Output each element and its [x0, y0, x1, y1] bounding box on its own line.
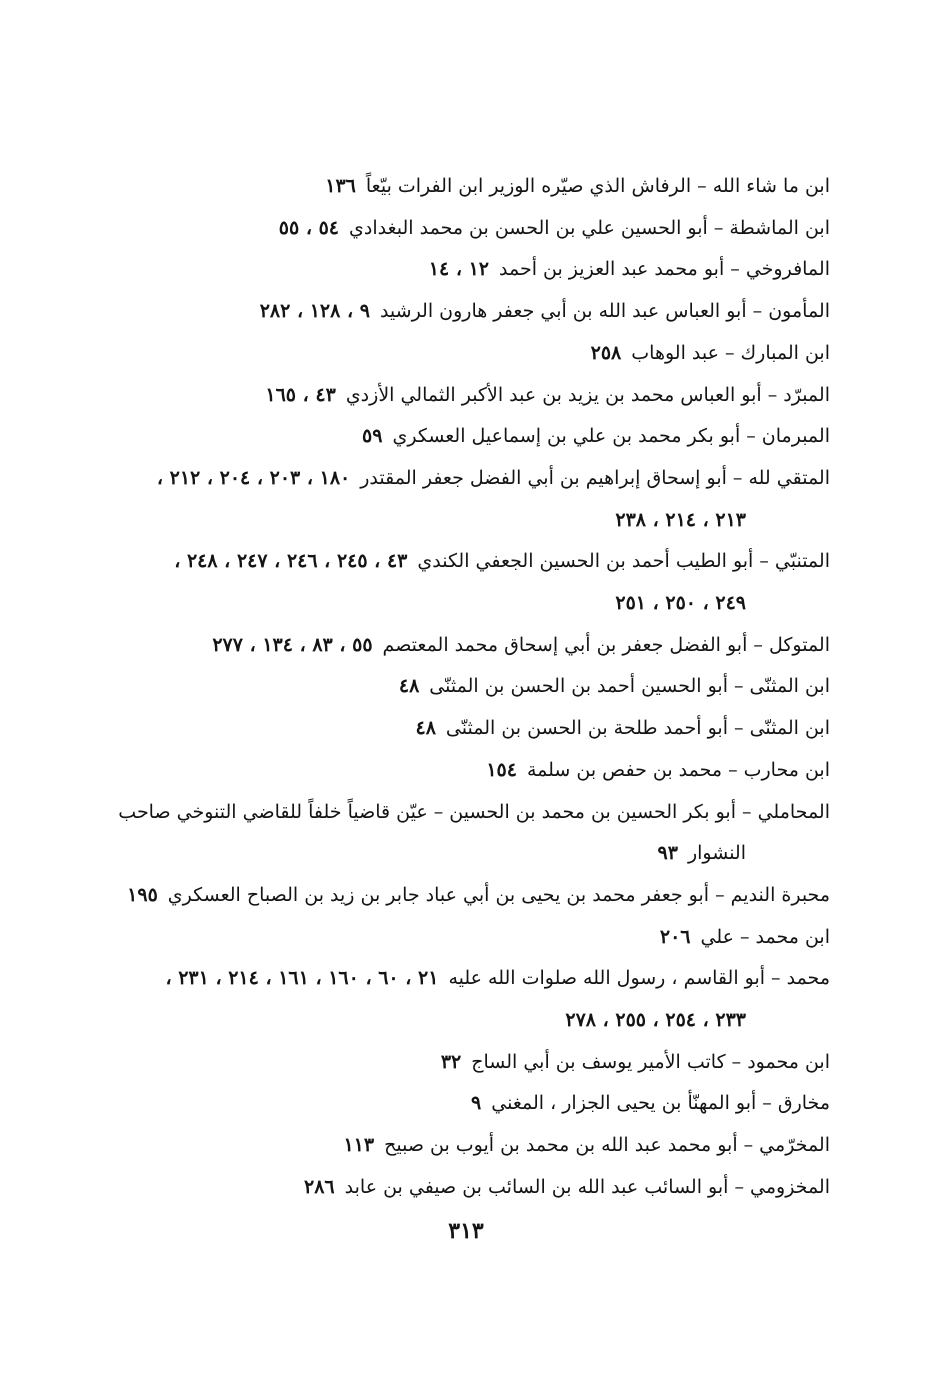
entry-text: محبرة النديم – أبو جعفر محمد بن يحيى بن أبي عباد جابر بن زيد بن الصباح العسكري	[167, 883, 830, 906]
index-entry	[140, 1125, 830, 1167]
index-entry	[140, 249, 830, 291]
entry-page-refs: ٢١ ، ٦٠ ، ١٦٠ ، ١٦١ ، ٢١٤ ، ٢٣١ ،	[165, 967, 439, 990]
entry-page-refs: ٤٣ ، ٢٤٥ ، ٢٤٦ ، ٢٤٧ ، ٢٤٨ ،	[174, 550, 408, 573]
entry-page-refs: ٣٢	[440, 1050, 462, 1073]
entry-text: ابن محمود – كاتب الأمير يوسف بن أبي الساج	[471, 1050, 830, 1073]
index-entry-continuation	[140, 1000, 830, 1042]
entry-text: مخارق – أبو المهنّأ بن يحيى الجزار ، المغني	[491, 1092, 830, 1115]
index-entry	[140, 666, 830, 708]
entry-text: المحاملي – أبو بكر الحسين بن محمد بن الحسين – عيّن قاضياً خلفاً للقاضي التنوخي صاحب	[118, 800, 830, 823]
entry-page-refs: ٤٨	[415, 717, 436, 740]
entry-page-refs: ٩٣	[657, 842, 678, 865]
entry-page-refs: ١٣٦	[325, 175, 356, 197]
entry-page-refs: ٤٣ ، ١٦٥	[265, 383, 336, 406]
entry-text: ابن المثنّى – أبو أحمد طلحة بن الحسن بن المثنّى	[445, 717, 830, 740]
index-entry	[140, 375, 830, 417]
entry-text: المتنبّي – أبو الطيب أحمد بن الحسين الجعفي الكندي	[417, 550, 830, 573]
entry-page-refs: ٩ ، ١٢٨ ، ٢٨٢	[259, 300, 370, 323]
entry-page-refs: ٢٨٦	[304, 1175, 335, 1198]
entry-page-refs: ١١٣	[343, 1134, 375, 1157]
index-entry	[140, 541, 830, 583]
entry-text: المبرمان – أبو بكر محمد بن علي بن إسماعيل العسكري	[392, 425, 830, 448]
index-entry	[140, 458, 830, 500]
entry-text: ابن محمد – علي	[700, 925, 830, 948]
entry-page-refs: ١٢ ، ١٤	[428, 258, 489, 281]
entry-text: المبرّد – أبو العباس محمد بن يزيد بن عبد الأكبر الثمالي الأزدي	[345, 383, 830, 406]
entry-page-refs: ٢٠٦	[659, 925, 691, 948]
index-entry	[140, 958, 830, 1000]
index-entry-continuation	[140, 833, 830, 875]
entry-page-refs: ٢٣٣ ، ٢٥٤ ، ٢٥٥ ، ٢٧٨	[565, 1009, 746, 1032]
entry-page-refs: ٢٤٩ ، ٢٥٠ ، ٢٥١	[615, 592, 746, 615]
entry-page-refs: ٢١٣ ، ٢١٤ ، ٢٣٨	[615, 508, 746, 531]
index-entry	[140, 333, 830, 375]
entry-text: المأمون – أبو العباس عبد الله بن أبي جعفر هارون الرشيد	[379, 300, 830, 323]
entry-text: المخرّمي – أبو محمد عبد الله بن محمد بن أيوب بن صبيح	[384, 1134, 830, 1157]
entry-page-refs: ١٨٠ ، ٢٠٣ ، ٢٠٤ ، ٢١٢ ،	[156, 466, 351, 489]
index-entry	[140, 166, 830, 208]
entry-text: ابن الماشطة – أبو الحسين علي بن الحسن بن محمد البغدادي	[349, 216, 830, 239]
entry-page-refs: ١٩٥	[127, 883, 158, 906]
index-entry	[140, 750, 830, 792]
index-entry	[127, 875, 830, 917]
entry-text: المتوكل – أبو الفضل جعفر بن أبي إسحاق محمد المعتصم	[382, 633, 830, 656]
entry-page-refs: ٢٥٨	[590, 341, 622, 364]
entry-text: ابن ما شاء الله – الرفاش الذي صيّره الوزير ابن الفرات بيّعاً	[365, 175, 830, 197]
entry-text: المتقي لله – أبو إسحاق إبراهيم بن أبي الفضل جعفر المقتدر	[360, 466, 830, 489]
index-entry	[140, 625, 830, 667]
entry-page-refs: ٥٤ ، ٥٥	[278, 216, 340, 239]
index-entry	[140, 1042, 830, 1084]
page-number: ٣١٣	[448, 1218, 484, 1244]
entry-text: المخزومي – أبو السائب عبد الله بن السائب بن صيفي بن عابد	[344, 1175, 830, 1198]
index-entry	[140, 291, 830, 333]
index-entry	[140, 708, 830, 750]
index-entry	[140, 1167, 830, 1209]
entry-page-refs: ٥٩	[362, 425, 383, 448]
index-entry-continuation	[140, 500, 830, 542]
entry-page-refs: ٩	[471, 1092, 482, 1115]
index-entry	[140, 208, 830, 250]
index-entry	[140, 416, 830, 458]
entry-text: النشوار	[687, 842, 746, 865]
entry-page-refs: ٤٨	[398, 675, 420, 698]
entry-text: المافروخي – أبو محمد عبد العزيز بن أحمد	[499, 258, 830, 281]
entry-text: محمد – أبو القاسم ، رسول الله صلوات الله عليه	[448, 967, 830, 990]
entry-page-refs: ٥٥ ، ٨٣ ، ١٣٤ ، ٢٧٧	[212, 633, 373, 656]
entry-text: ابن المثنّى – أبو الحسين أحمد بن الحسن بن المثنّى	[429, 675, 830, 698]
entry-page-refs: ١٥٤	[486, 758, 517, 781]
index-entry-continuation	[140, 583, 830, 625]
entry-text: ابن محارب – محمد بن حفص بن سلمة	[526, 758, 830, 781]
entry-text: ابن المبارك – عبد الوهاب	[631, 341, 830, 364]
index-entry	[140, 917, 830, 959]
index-list	[118, 166, 830, 1209]
index-entry	[140, 1083, 830, 1125]
index-entry	[118, 792, 830, 834]
